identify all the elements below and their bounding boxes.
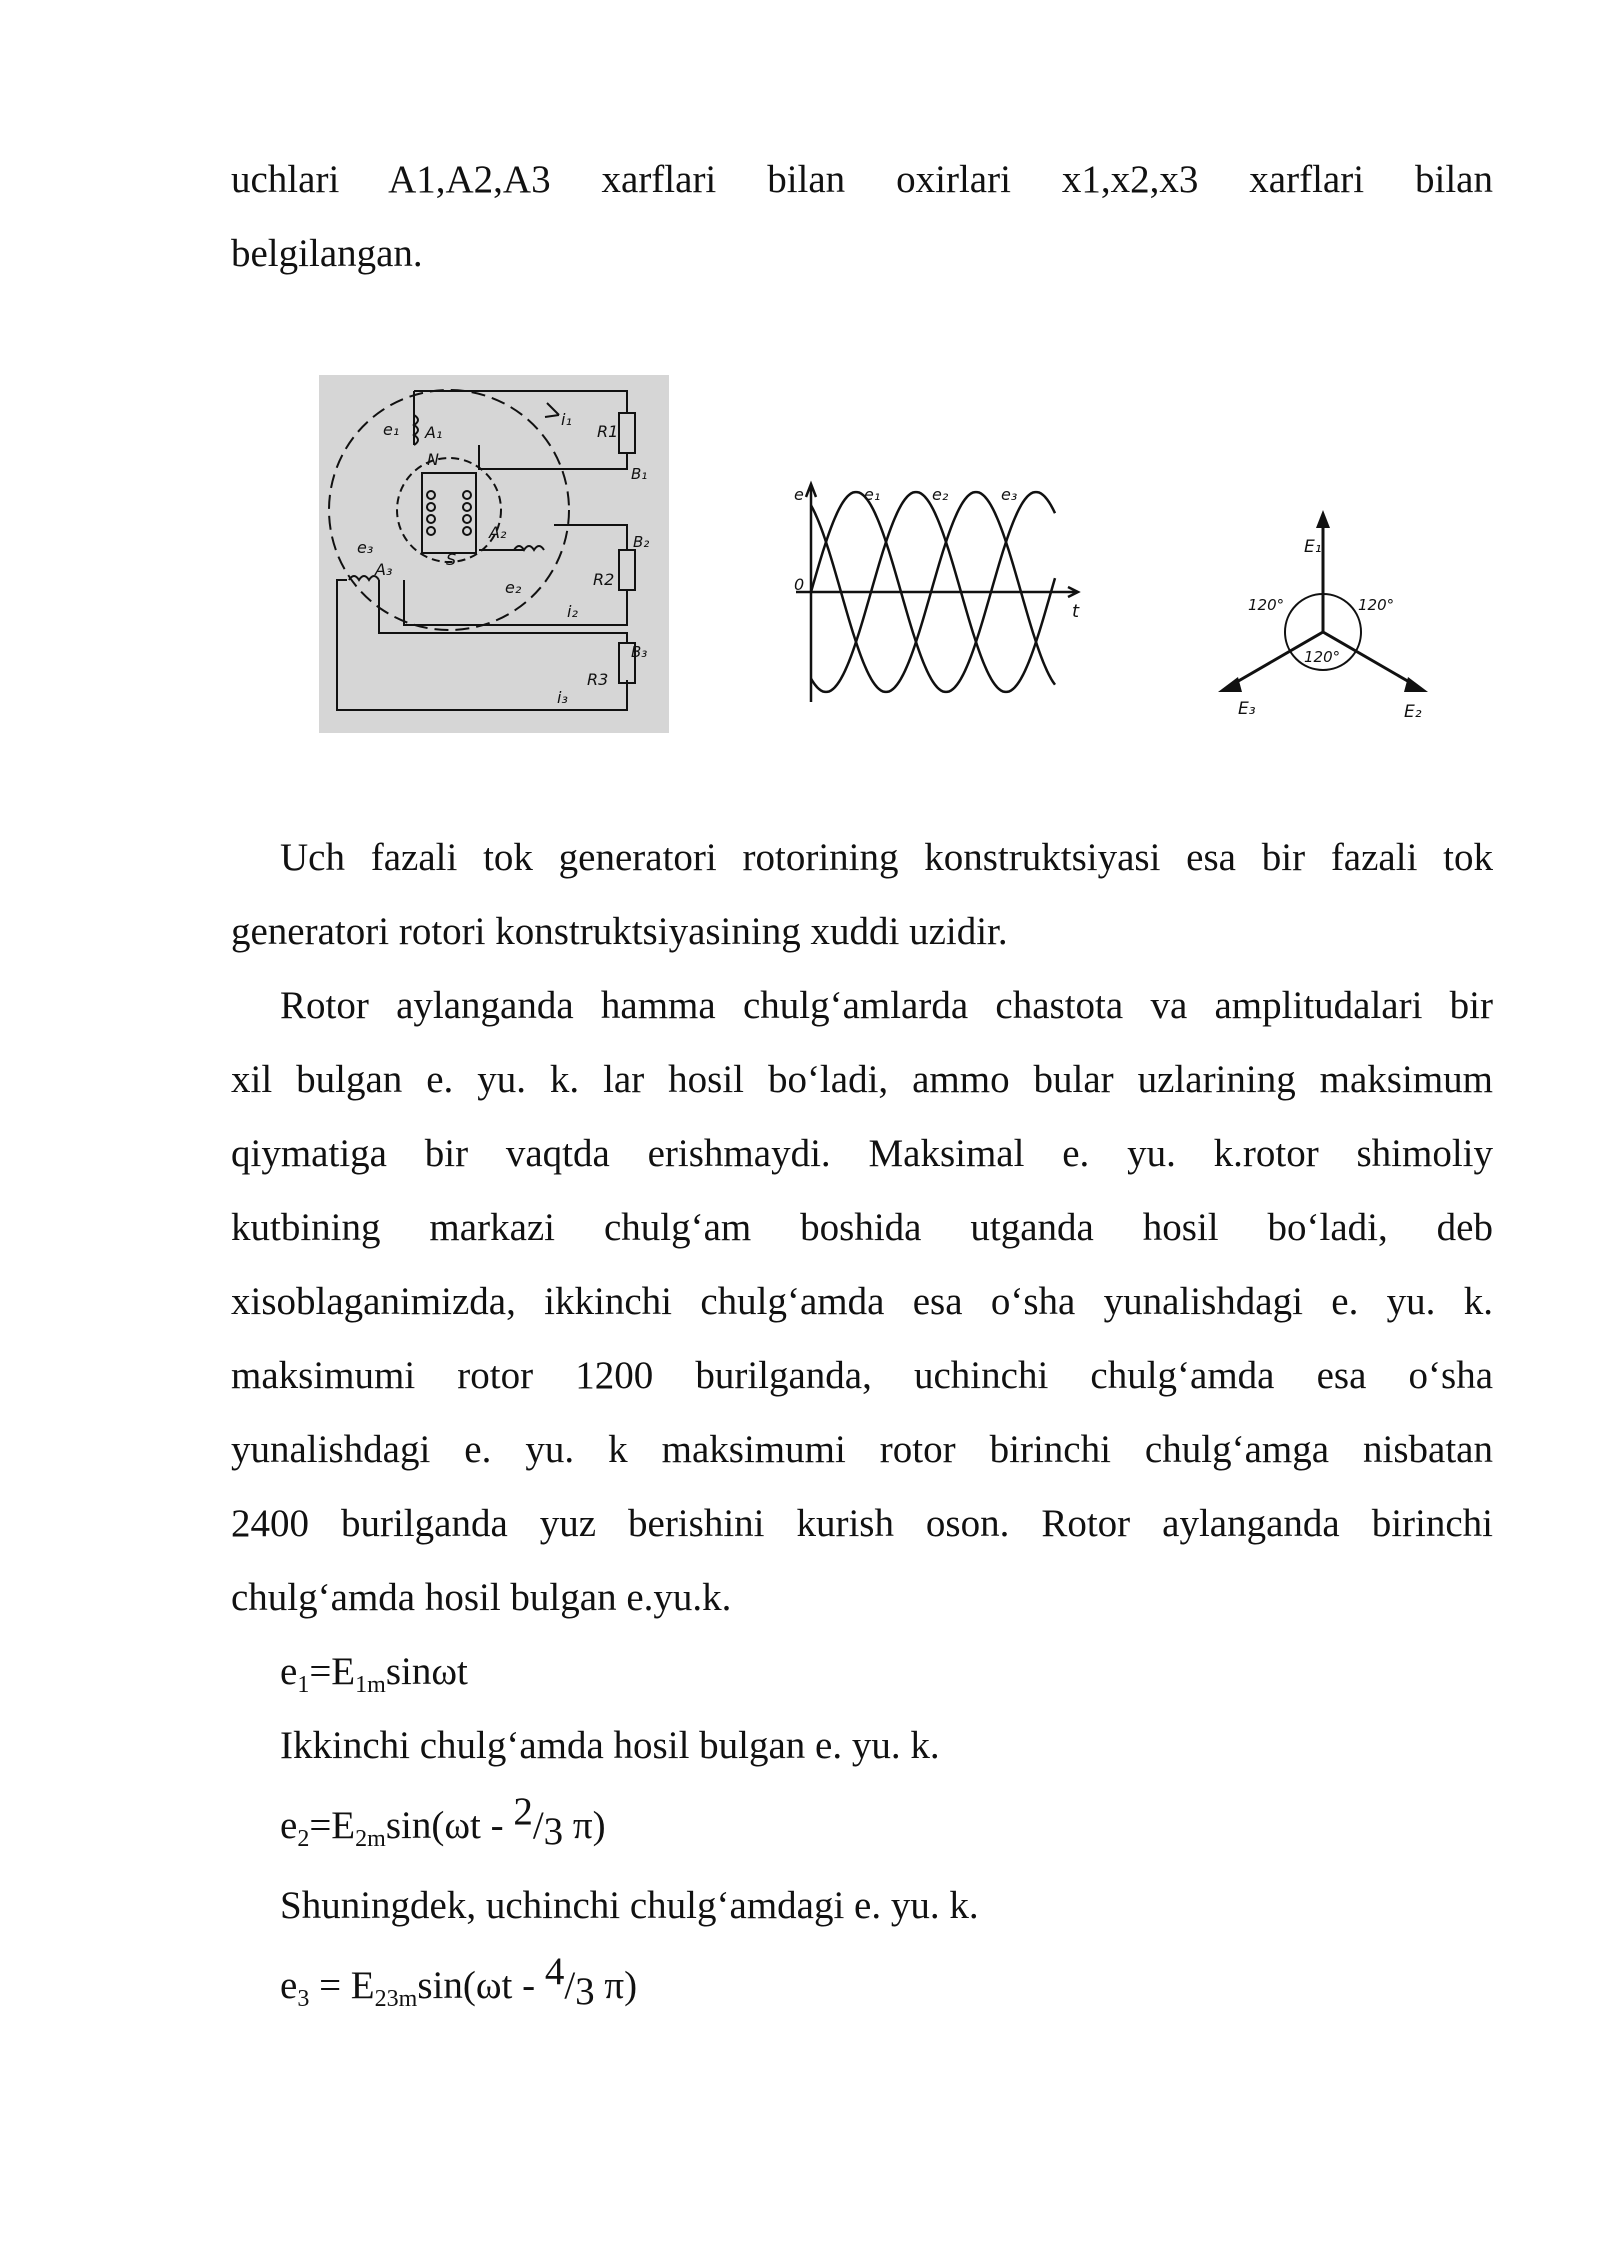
label-s: S: [446, 550, 457, 569]
text-line: yunalishdagi e. yu. k maksimumi rotor birinchi chulg‘amga nisbatan: [231, 1428, 1493, 1471]
formula-part: =E: [309, 1650, 356, 1693]
text-line: Ikkinchi chulg‘amda hosil bulgan e. yu. k.: [280, 1724, 940, 1767]
label-n: N: [427, 450, 439, 469]
text-line: uchlari A1,A2,A3 xarflari bilan oxirlari x1,x2,x3 xarflari bilan: [231, 158, 1493, 201]
x-axis: [796, 587, 1078, 597]
text-line: generatori rotori konstruktsiyasining xuddi uzidir.: [231, 910, 1008, 953]
label-vector-e2: E₂: [1404, 702, 1422, 722]
formula-subscript: 3: [297, 1986, 310, 2012]
label-b1: B₁: [631, 465, 648, 483]
formula-e1: [280, 1646, 1493, 1703]
label-e1: e₁: [383, 420, 400, 439]
formula-subscript: 1: [297, 1672, 310, 1698]
label-a3: A₃: [375, 560, 393, 579]
label-i1: i₁: [561, 410, 572, 429]
label-a2: A₂: [489, 523, 507, 542]
formula-part: sinωt: [385, 1650, 468, 1693]
formula-part: e: [280, 1804, 298, 1847]
generator-circuit-figure: [319, 375, 669, 733]
text-line: Uch fazali tok generatori rotorining konstruktsiyasi esa bir fazali tok: [280, 836, 1493, 879]
formula-part: sin(ωt -: [385, 1804, 514, 1847]
three-phase-waves-figure: [786, 472, 1096, 712]
formula-subscript: 23m: [374, 1986, 418, 2012]
fraction-numerator: 4: [544, 1950, 565, 1993]
formula-part: = E: [309, 1964, 375, 2007]
fraction-numerator: 2: [513, 1790, 533, 1833]
text-line: Shuningdek, uchinchi chulg‘amdagi e. yu. k.: [280, 1884, 979, 1927]
label-t-axis: t: [1072, 601, 1080, 622]
label-i2: i₂: [567, 602, 578, 621]
label-wave-e1: e₁: [864, 485, 881, 504]
text-line: maksimumi rotor 1200 burilganda, uchinchi chulg‘amda esa o‘sha: [231, 1354, 1493, 1397]
text-line: xisoblaganimizda, ikkinchi chulg‘amda esa o‘sha yunalishdagi e. yu. k.: [231, 1280, 1493, 1323]
fraction-denominator: 3: [543, 1810, 564, 1853]
formula-part: π): [594, 1964, 638, 2007]
formula-e3: [280, 1950, 1493, 2017]
label-i3: i₃: [557, 688, 568, 707]
text-line: Rotor aylanganda hamma chulg‘amlarda chastota va amplitudalari bir: [280, 984, 1493, 1027]
formula-part: sin(ωt -: [417, 1964, 545, 2007]
arrowhead-e2: [1404, 677, 1428, 692]
label-origin: 0: [794, 575, 805, 594]
label-r2: R2: [593, 570, 615, 589]
text-line: kutbining markazi chulg‘am boshida utganda hosil bo‘ladi, deb: [231, 1206, 1493, 1249]
label-a1: A₁: [425, 423, 443, 442]
label-vector-e3: E₃: [1238, 699, 1256, 719]
angle-bottom: 120°: [1304, 648, 1341, 666]
phasor-diagram-figure: [1208, 502, 1438, 722]
formula-subscript: 1m: [355, 1672, 386, 1698]
label-e3: e₃: [357, 538, 374, 557]
label-r1: R1: [597, 422, 619, 441]
text-line: 2400 burilganda yuz berishini kurish oson. Rotor aylanganda birinchi: [231, 1502, 1493, 1545]
formula-part: e: [280, 1964, 298, 2007]
label-r3: R3: [587, 670, 609, 689]
formula-e2: [280, 1790, 1493, 1857]
label-vector-e1: E₁: [1304, 537, 1322, 557]
angle-right: 120°: [1358, 596, 1395, 614]
formula-part: =E: [309, 1804, 356, 1847]
angle-left: 120°: [1248, 596, 1285, 614]
formula-subscript: 2: [297, 1826, 310, 1852]
text-line: belgilangan.: [231, 232, 423, 275]
text-line: xil bulgan e. yu. k. lar hosil bo‘ladi, ammo bular uzlarining maksimum: [231, 1058, 1493, 1101]
label-wave-e3: e₃: [1001, 485, 1018, 504]
formula-subscript: 2m: [355, 1826, 386, 1852]
formula-part: π): [563, 1804, 606, 1847]
text-line: qiymatiga bir vaqtda erishmaydi. Maksimal e. yu. k.rotor shimoliy: [231, 1132, 1493, 1175]
fraction-slash: /: [532, 1804, 544, 1847]
label-b2: B₂: [633, 533, 650, 551]
fraction-slash: /: [564, 1964, 576, 2007]
label-wave-e2: e₂: [932, 485, 949, 504]
label-b3: B₃: [631, 643, 648, 661]
label-e-axis: e: [794, 485, 804, 504]
fraction-denominator: 3: [575, 1970, 595, 2013]
label-e2: e₂: [505, 578, 522, 597]
formula-part: e: [280, 1650, 298, 1693]
text-line: chulg‘amda hosil bulgan e.yu.k.: [231, 1576, 732, 1619]
arrowhead-e1: [1316, 510, 1330, 528]
arrowhead-e3: [1218, 677, 1242, 692]
